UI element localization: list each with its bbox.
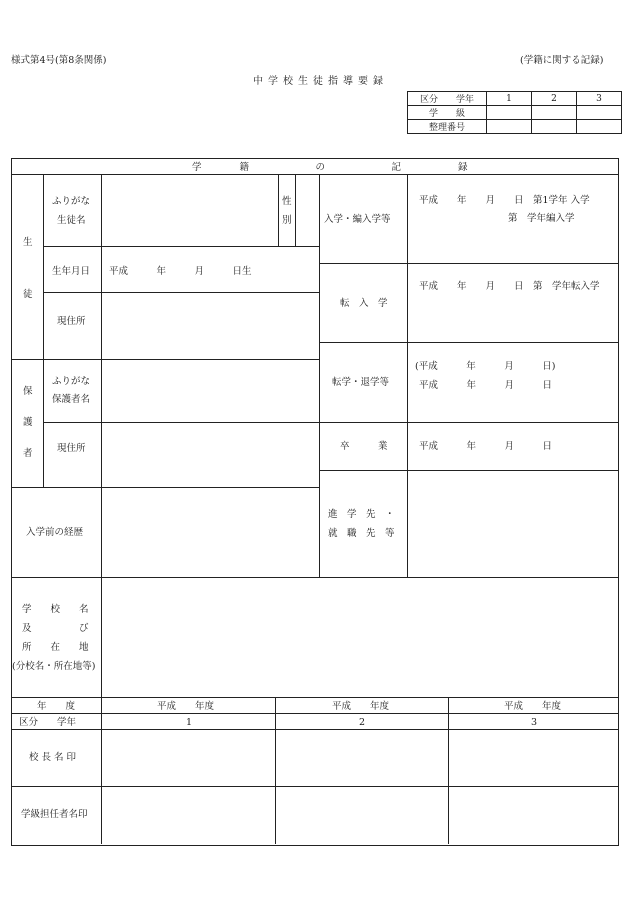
homeroom-teacher-seal-label: 学級担任者名印 <box>21 809 88 820</box>
withdrawal-planned-date[interactable]: (平成 年 月 日) <box>415 361 556 372</box>
student-group-label: 生 <box>23 237 33 248</box>
registration-number-label: 整理番号 <box>408 120 487 134</box>
principal-seal-cell[interactable] <box>276 730 447 785</box>
gender-field[interactable] <box>296 175 318 245</box>
guardian-name-field[interactable] <box>102 360 318 421</box>
class-cell[interactable] <box>487 106 532 120</box>
registration-number-cell[interactable] <box>532 120 577 134</box>
date-of-birth-value[interactable]: 平成 年 月 日生 <box>109 266 252 277</box>
student-address-field[interactable] <box>102 293 318 358</box>
school-branch-note: (分校名・所在地等) <box>12 661 96 672</box>
registration-row <box>408 120 622 134</box>
class-registration-table <box>407 91 622 134</box>
year-value[interactable]: 平成 年度 <box>504 701 562 712</box>
form-number: 様式第4号(第8条関係) <box>11 55 107 66</box>
school-name-label: 及 び <box>22 623 89 634</box>
record-type-label: (学籍に関する記録) <box>520 55 604 66</box>
school-info-field[interactable] <box>102 578 617 696</box>
graduation-date[interactable]: 平成 年 月 日 <box>419 441 553 452</box>
enrollment-record-form <box>11 158 619 846</box>
homeroom-teacher-seal-cell[interactable] <box>276 787 447 843</box>
guardian-group-label: 護 <box>23 417 33 428</box>
year-table-divider <box>12 697 618 698</box>
left-right-divider <box>319 174 320 577</box>
gender-label: 性 <box>282 196 292 207</box>
transfer-in-label: 転 入 学 <box>340 298 388 309</box>
year-value[interactable]: 平成 年度 <box>332 701 390 712</box>
guardian-address-field[interactable] <box>102 423 318 486</box>
school-name-label: 学 校 名 <box>22 604 89 615</box>
student-group-label: 徒 <box>23 289 33 300</box>
right-row-divider <box>319 342 618 343</box>
right-row-divider <box>319 422 618 423</box>
enrollment-label: 入学・編入学等 <box>324 214 391 225</box>
year-value[interactable]: 平成 年度 <box>157 701 215 712</box>
guardian-address-label: 現住所 <box>57 443 86 454</box>
class-cell[interactable] <box>532 106 577 120</box>
enrollment-date-line[interactable]: 平成 年 月 日 第1学年 入学 <box>419 195 590 206</box>
transfer-in-date-line[interactable]: 平成 年 月 日 第 学年転入学 <box>419 281 600 292</box>
destination-label: 進 学 先 ・ <box>328 509 395 520</box>
right-row-divider <box>319 263 618 264</box>
date-of-birth-label: 生年月日 <box>52 266 91 277</box>
student-name-field[interactable] <box>102 175 277 245</box>
gender-label: 別 <box>282 215 292 226</box>
category-grade-label: 区分 学年 <box>19 717 77 728</box>
registration-number-cell[interactable] <box>577 120 622 134</box>
grade-header: 3 <box>577 92 622 106</box>
grade-header: 2 <box>359 717 366 728</box>
year-table-divider <box>12 713 618 714</box>
homeroom-teacher-seal-cell[interactable] <box>102 787 274 843</box>
class-cell[interactable] <box>577 106 622 120</box>
principal-seal-cell[interactable] <box>449 730 617 785</box>
destination-label: 就 職 先 等 <box>328 528 395 539</box>
grade-header: 1 <box>487 92 532 106</box>
pre-school-history-label: 入学前の経歴 <box>26 527 84 538</box>
registration-number-cell[interactable] <box>487 120 532 134</box>
student-row-divider <box>43 246 319 247</box>
class-label: 学 級 <box>408 106 487 120</box>
grade-header: 3 <box>531 717 538 728</box>
withdrawal-label: 転学・退学等 <box>332 377 390 388</box>
principal-seal-label: 校 長 名 印 <box>29 752 77 763</box>
year-label: 年 度 <box>37 701 76 712</box>
guardian-name-label: 保護者名 <box>52 394 91 405</box>
graduation-label: 卒 業 <box>340 441 388 452</box>
guardian-group-label: 者 <box>23 448 33 459</box>
student-name-label: 生徒名 <box>57 215 86 226</box>
guardian-furigana-label: ふりがな <box>52 376 91 387</box>
grade-header: 1 <box>186 717 193 728</box>
page-title: 中学校生徒指導要録 <box>253 76 388 87</box>
destination-field[interactable] <box>408 471 617 576</box>
student-furigana-label: ふりがな <box>52 196 91 207</box>
principal-seal-cell[interactable] <box>102 730 274 785</box>
enrollment-transfer-line[interactable]: 第 学年編入学 <box>508 213 575 224</box>
school-name-label: 所 在 地 <box>22 642 89 653</box>
guardian-group-label: 保 <box>23 386 33 397</box>
class-row <box>408 106 622 120</box>
student-address-label: 現住所 <box>57 316 86 327</box>
grade-row <box>408 92 622 106</box>
category-grade-label: 区分 学年 <box>408 92 487 106</box>
grade-header: 2 <box>532 92 577 106</box>
pre-school-history-field[interactable] <box>102 488 318 576</box>
homeroom-teacher-seal-cell[interactable] <box>449 787 617 843</box>
section-title: 学 籍 の 記 録 <box>192 162 468 173</box>
group-label-divider <box>43 174 44 487</box>
withdrawal-date[interactable]: 平成 年 月 日 <box>419 380 553 391</box>
gender-divider <box>278 174 279 246</box>
